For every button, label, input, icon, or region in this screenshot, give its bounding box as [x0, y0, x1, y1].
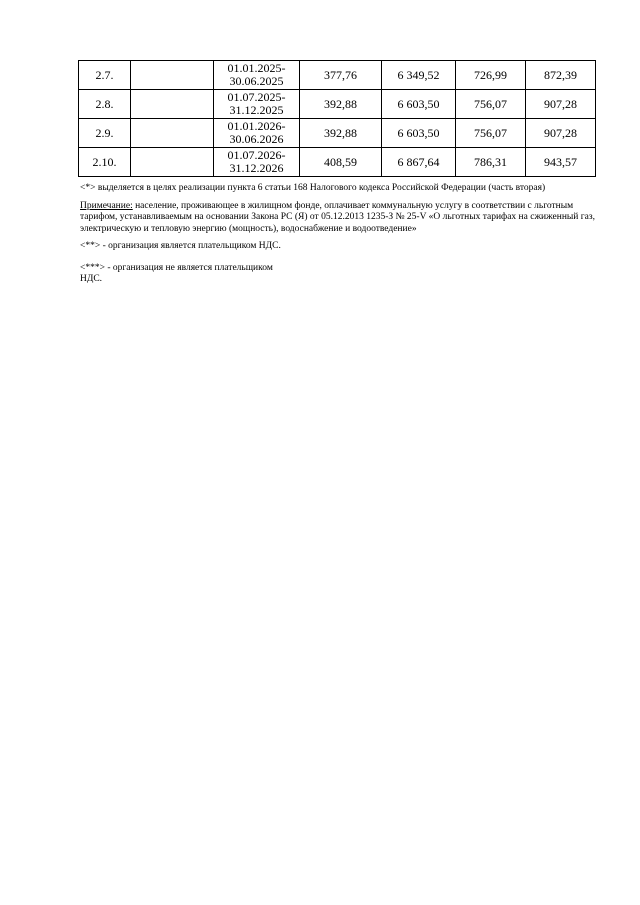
- value-cell-1: 392,88: [300, 119, 382, 148]
- row-number: 2.10.: [79, 148, 131, 177]
- table-row: [79, 90, 596, 119]
- period-end: 31.12.2025: [229, 103, 284, 117]
- value-cell-2: 6 603,50: [382, 90, 456, 119]
- period-start: 01.07.2026-: [227, 148, 286, 162]
- value-cell-3: 786,31: [456, 148, 526, 177]
- value-cell-3: 726,99: [456, 61, 526, 90]
- row-number: 2.8.: [79, 90, 131, 119]
- empty-cell: [131, 148, 214, 177]
- notes-section: [80, 183, 596, 292]
- footnote-vat-allocated: <*> выделяется в целях реализации пункта 6 статьи 168 Налогового кодекса Российской Федерации (часть вторая): [80, 183, 546, 193]
- value-cell-2: 6 349,52: [382, 61, 456, 90]
- value-cell-1: 392,88: [300, 90, 382, 119]
- period-end: 30.06.2026: [229, 132, 284, 146]
- empty-cell: [131, 90, 214, 119]
- period-end: 31.12.2026: [229, 161, 284, 175]
- footnote-not-vat-payer: <***> - организация не является плательщиком НДС.: [80, 262, 273, 284]
- value-cell-4: 907,28: [526, 90, 596, 119]
- period-start: 01.01.2026-: [227, 119, 286, 133]
- value-cell-4: 943,57: [526, 148, 596, 177]
- empty-cell: [131, 61, 214, 90]
- value-cell-3: 756,07: [456, 119, 526, 148]
- value-cell-4: 872,39: [526, 61, 596, 90]
- value-cell-3: 756,07: [456, 90, 526, 119]
- value-cell-2: 6 867,64: [382, 148, 456, 177]
- row-number: 2.7.: [79, 61, 131, 90]
- period-cell: [214, 119, 300, 148]
- remark-text: население, проживающее в жилищном фонде, оплачивает коммунальную услугу в соответствии с льготным тарифом, устанавливаемым на основании Закона РС (Я) от 05.12.2013 1235-З № 25-V «О льготных тарифах на сжиженный газ, электрическую и тепловую энергию (мощность), водоснабжение и водоотведение»: [80, 200, 596, 234]
- period-end: 30.06.2025: [229, 74, 284, 88]
- value-cell-1: 408,59: [300, 148, 382, 177]
- remark-label: Примечание:: [80, 200, 133, 211]
- table-row: [79, 148, 596, 177]
- period-start: 01.01.2025-: [227, 61, 286, 75]
- empty-cell: [131, 119, 214, 148]
- period-start: 01.07.2025-: [227, 90, 286, 104]
- value-cell-4: 907,28: [526, 119, 596, 148]
- tariff-table: [78, 60, 596, 177]
- footnote-vat-payer: <**> - организация является плательщиком НДС.: [80, 241, 281, 251]
- remark-paragraph: [80, 201, 596, 236]
- table-row: [79, 119, 596, 148]
- period-cell: [214, 61, 300, 90]
- table-row: [79, 61, 596, 90]
- value-cell-2: 6 603,50: [382, 119, 456, 148]
- row-number: 2.9.: [79, 119, 131, 148]
- value-cell-1: 377,76: [300, 61, 382, 90]
- period-cell: [214, 90, 300, 119]
- period-cell: [214, 148, 300, 177]
